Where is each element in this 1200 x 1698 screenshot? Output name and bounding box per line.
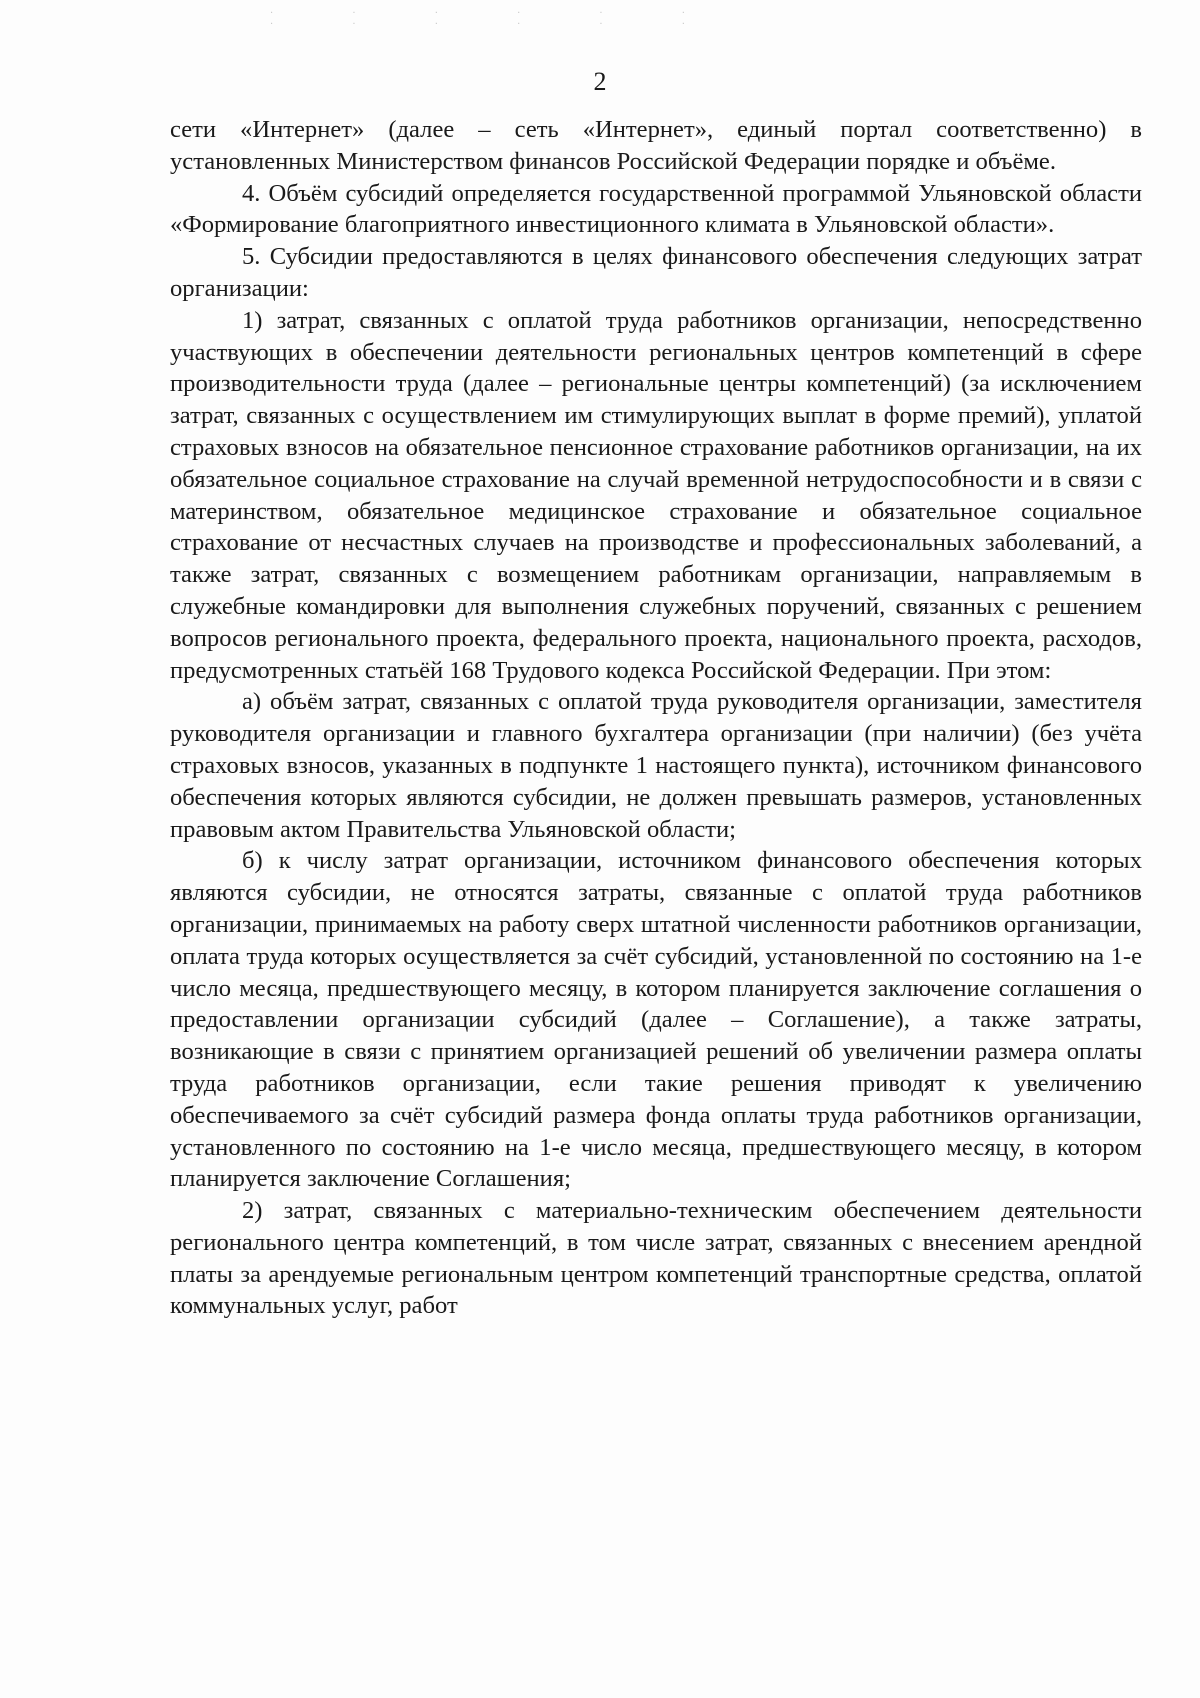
paragraph-continuation: сети «Интернет» (далее – сеть «Интернет», единый портал соответственно) в установленных Министерством финансов Российской Федерации порядке и объёме. [170, 116, 1142, 175]
paragraph-subitem-a: а) объём затрат, связанных с оплатой труда руководителя организации, заместителя руководителя организации и главного бухгалтера организации (при наличии) (без учёта страховых взносов, указанных в подпункте 1 настоящего пункта), источником финансового обеспечения которых являются субсидии, не должен превышать размеров, установленных правовым актом Правительства Ульяновской области; [170, 688, 1142, 843]
paragraph-item-5: 5. Субсидии предоставляются в целях финансового обеспечения следующих затрат организации: [170, 243, 1142, 302]
document-body [170, 114, 1142, 1322]
paragraph-item-4: 4. Объём субсидий определяется государственной программой Ульяновской области «Формирование благоприятного инвестиционного климата в Ульяновской области». [170, 179, 1142, 239]
paragraph-subitem-2: 2) затрат, связанных с материально-техническим обеспечением деятельности регионального центра компетенций, в том числе затрат, связанных с внесением арендной платы за арендуемые региональным центром компетенций транспортные средства, оплатой коммунальных услуг, работ [170, 1197, 1142, 1320]
paragraph-subitem-b: б) к числу затрат организации, источником финансового обеспечения которых являются субсидии, не относятся затраты, связанные с оплатой труда работников организации, принимаемых на работу сверх штатной численности работников организации, оплата труда которых осуществляется за счёт субсидий, установленной по состоянию на 1-е число месяца, предшествующего месяцу, в котором планируется заключение соглашения о предоставлении организации субсидий (далее – Соглашение), а также затраты, возникающие в связи с принятием организацией решений об увеличении размера оплаты труда работников организации, если такие решения приводят к увеличению обеспечиваемого за счёт субсидий размера фонда оплаты труда работников организации, установленного по состоянию на 1-е число месяца, предшествующего месяцу, в котором планируется заключение Соглашения; [170, 847, 1142, 1193]
scan-specks: · · · · · · · · · · · · [270, 8, 723, 30]
page-number: 2 [593, 67, 607, 96]
paragraph-subitem-1: 1) затрат, связанных с оплатой труда работников организации, непосредственно участвующих в обеспечении деятельности региональных центров компетенций в сфере производительности труда (далее – региональные центры компетенций) (за исключением затрат, связанных с осуществлением им стимулирующих выплат в форме премий), уплатой страховых взносов на обязательное пенсионное страхование работников организации, на их обязательное социальное страхование на случай временной нетрудоспособности и в связи с материнством, обязательное медицинское страхование и обязательное социальное страхование от несчастных случаев на производстве и профессиональных заболеваний, а также затрат, связанных с возмещением работникам организации, направляемым в служебные командировки для выполнения служебных поручений, связанных с решением вопросов регионального проекта, федерального проекта, национального проекта, расходов, предусмотренных статьёй 168 Трудового кодекса Российской Федерации. При этом: [170, 306, 1142, 684]
